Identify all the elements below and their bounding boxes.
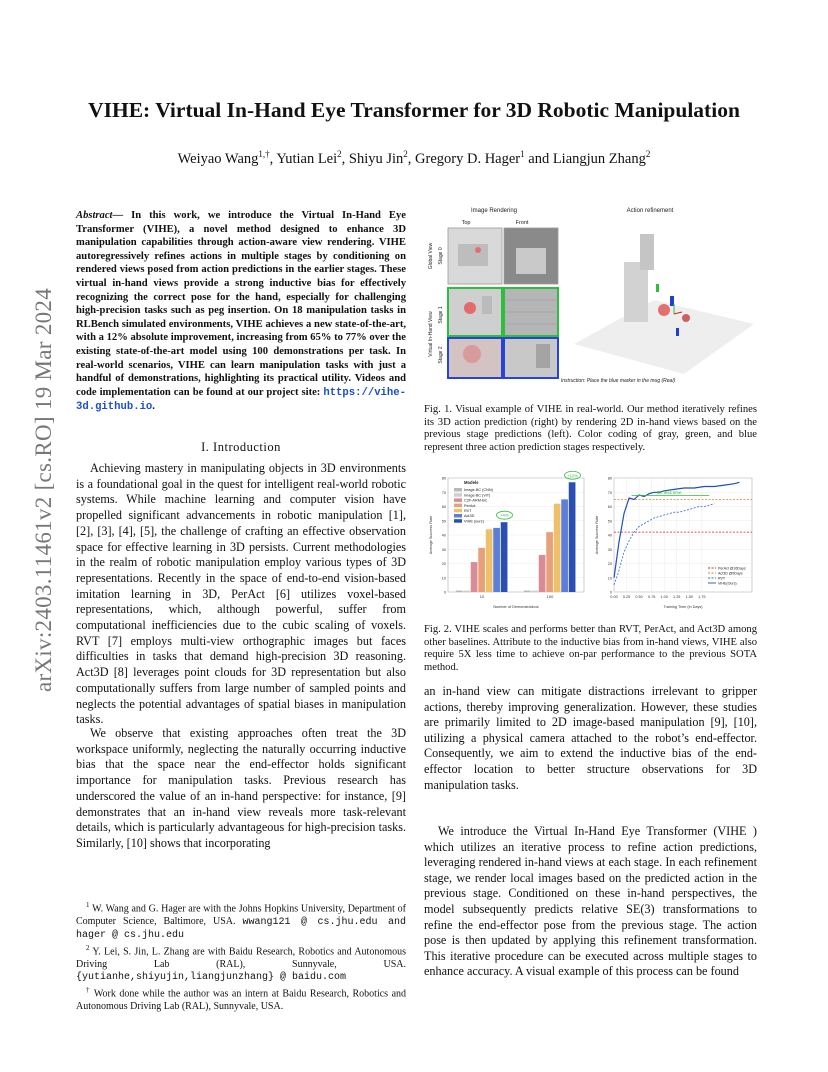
line-y-tick: 80: [607, 476, 612, 481]
line-y-label: Average Success Rate: [595, 515, 599, 555]
line-legend-entry: RVT: [718, 576, 726, 581]
figure-2-caption: [424, 624, 757, 674]
figure-1-caption: [424, 404, 757, 454]
bar-act3d: [561, 499, 568, 592]
figure-2b-line-chart: [590, 470, 758, 612]
paper-title: VIHE: Virtual In-Hand Eye Transformer for 3D Robotic Manipulation: [88, 98, 740, 122]
fig1-header-right: Action refinement: [626, 208, 674, 214]
right-paragraph-1: [424, 684, 757, 793]
line-y-tick: 30: [607, 547, 612, 552]
line-x-label: Training Time (in Days): [663, 605, 703, 609]
bar-rvt: [554, 504, 561, 592]
figure-1: [424, 204, 758, 396]
bar-legend-swatch: [454, 504, 462, 508]
bar-c2f-arm-bc: [539, 555, 546, 592]
right-paragraph-2: [424, 824, 757, 980]
footnote-3-text: Work done while the author was an intern at Baidu Research, Robotics and Autonomous Driving Lab (RAL), Sunnyvale, USA.: [76, 988, 407, 1013]
line-y-tick: 20: [607, 562, 612, 566]
author-name: Liangjun Zhang: [552, 150, 646, 167]
abstract-text: — In this work, we introduce the Virtual In-Hand Eye Transformer (VIHE), a novel method designed to enhance 3D manipulation capabilities through action-aware view rendering. VIHE autoregressively refines actions in multiple stages by conditioning on rendered views posed from action predictions in the earlier stages. These virtual in-hand views provide a strong inductive bias for effectively recognizing the correct pose for the hand, especially for challenging high-precision tasks such as peg insertion. On 18 manipulation tasks in RLBench simulated environments, VIHE achieves a new state-of-the-art, with a 12% absolute improvement, increasing from 65% to 77% over the existing state-of-the-art model using 100 demonstrations per task. In real-world scenarios, VIHE can learn manipulation tasks with just a handful of demonstrations, highlighting its practical utility. Videos and code implementation can be found at our project site:: [76, 210, 406, 398]
fig1-stage1: Stage 1: [438, 306, 444, 324]
bar-y-tick: 20: [441, 562, 446, 566]
author-affiliation-mark: 1: [520, 149, 525, 159]
fig1-header-left: Image Rendering: [470, 208, 518, 214]
footnote-2-email: {yutianhe,shiyujin,liangjunzhang} @ baidu.com: [76, 972, 347, 984]
bar-y-tick: 0: [443, 590, 446, 595]
line-legend: [708, 566, 746, 585]
author-name: Weiyao Wang: [177, 150, 259, 167]
line-y-tick: 10: [607, 576, 612, 581]
bar-legend-entry: Image-BC (ViT): [464, 493, 491, 498]
line-x-tick: 1.50: [685, 595, 693, 599]
bar-legend-entry: Act3D: [464, 514, 475, 519]
bar-x-tick: 100: [546, 594, 554, 599]
line-x-tick: 1.25: [673, 595, 681, 599]
bar-y-tick: 40: [441, 533, 446, 538]
bar-peract: [546, 532, 553, 592]
line-x-tick: 0.50: [635, 595, 643, 599]
line-y-tick: 40: [607, 533, 612, 538]
author-list: Weiyao Wang$^{1,\dagger}$, Yutian Lei$^2$, Shiyu Jin$^2$, Gregory D. Hager$^1$ and Liangjun Zhang$^2$: [177, 149, 651, 167]
line-x-tick: 0.75: [647, 595, 656, 599]
bar-legend-entry: RVT: [464, 509, 472, 513]
author-name: Yutian Lei: [276, 150, 338, 167]
bar-peract: [478, 548, 485, 592]
bar-y-tick: 70: [441, 490, 446, 495]
bar-c2f-arm-bc: [471, 562, 478, 592]
line-x-tick: 1.00: [660, 595, 668, 599]
bar-legend-swatch: [454, 498, 462, 502]
bar-legend-swatch: [454, 493, 462, 497]
footnote-3-mark: †: [86, 986, 91, 995]
bar-rvt: [486, 529, 493, 592]
line-y-tick: 0: [609, 590, 612, 595]
line-x-tick: 0.25: [622, 595, 631, 599]
bar-legend-swatch: [454, 509, 462, 513]
bar-legend-swatch: [454, 519, 462, 523]
section-heading: I. Introduction: [201, 440, 281, 454]
footnote-2-mark: 2: [86, 944, 90, 953]
fig1-stage0: Stage 0: [438, 247, 444, 265]
bar-legend-swatch: [454, 488, 462, 492]
line-x-tick: 0.00: [610, 595, 618, 599]
fig1-point-cloud: [574, 234, 754, 374]
bar-vihe-ours-: [501, 522, 508, 592]
fig1-stage2: Stage 2: [438, 346, 444, 364]
author-name: Gregory D. Hager: [415, 150, 521, 167]
bar-y-label: Average Success Rate: [429, 515, 433, 555]
bar-x-label: Number of Demonstrations: [493, 605, 539, 609]
bar-gain-label: +4%: [500, 512, 509, 518]
footnote-2-text: Y. Lei, S. Jin, L. Zhang are with Baidu Research, Robotics and Autonomous Driving Lab (RAL), Sunnyvale, USA.: [76, 946, 406, 970]
line-y-tick: 60: [607, 505, 612, 509]
arxiv-sidebar: [14, 280, 74, 700]
bar-chart-svg: [424, 470, 590, 612]
bar-vihe-ours-: [569, 482, 576, 592]
line-annotation-label: 5X less time: [656, 489, 682, 495]
bar-act3d: [493, 528, 500, 592]
abstract: Abstract— In this work, we introduce the Virtual In-Hand Eye Transformer (VIHE), a novel method designed to enhance 3D manipulation capabilities through action-aware view rendering. VIHE autoregressively refines actions in multiple stages by conditioning on rendered views posed from action predictions in the earlier stages. These virtual in-hand views provide a strong inductive bias for effectively recognizing the correct pose for the hand, especially for challenging high-precision tasks such as peg insertion. On 18 manipulation tasks in RLBench simulated environments, VIHE achieves a new state-of-the-art, with a 12% absolute improvement, increasing from 65% to 77% over the existing state-of-the-art model using 100 demonstrations per task. In real-world scenarios, VIHE can learn manipulation tasks with just a handful of demonstrations, highlighting its practical utility. Videos and code implementation can be found at our project site: https://vihe-3d.github.io.: [76, 210, 406, 414]
bar-image-bc-vit-: [531, 591, 538, 592]
bar-legend-entry: C2F-ARM-BC: [464, 498, 488, 503]
footnote-1-text: W. Wang and G. Hager are with the Johns Hopkins University, Department of Computer Science, Baltimore, USA.: [76, 903, 406, 927]
bar-legend-entry: PerAct: [464, 503, 476, 508]
figure-1-graphic: [424, 204, 758, 396]
author-affiliation-mark: 2: [645, 149, 651, 159]
line-y-tick: 50: [607, 519, 612, 524]
line-legend-entry: Act3D @5Days: [718, 571, 743, 576]
project-link[interactable]: https://vihe-3d.github.io: [76, 386, 406, 414]
bar-legend: [454, 480, 494, 523]
bar-y-tick: 30: [441, 547, 446, 552]
bar-legend-title: Models: [464, 480, 479, 485]
intro-p2-text: We observe that existing approaches often treat the 3D workspace uniformly, neglecting the naturally occurring inductive bias that the space near the end-effector holds significant importance for manipulation tasks. Previous research has underscored the value of an in-hand perspective: for instance, [9] demonstrates that an in-hand view reveals more task-relevant details, which is particularly advantageous for high-precision tasks. Similarly, [10] shows that incorporating: [76, 726, 406, 850]
fig1-instruction: Instruction: Place the blue marker in the mug (Real): [560, 378, 676, 384]
bar-gain-label: +12%: [567, 472, 578, 478]
author-affiliation-mark: 2: [403, 149, 408, 159]
fig1-col-front: Front: [515, 220, 529, 226]
abstract-label: Abstract: [76, 210, 113, 221]
bar-y-tick: 60: [441, 505, 446, 509]
footnotes: [76, 899, 406, 1013]
right-p2-text: We introduce the Virtual In-Hand Eye Transformer (VIHE ) which utilizes an iterative process to refine action predictions, leveraging rendered in-hand views at each stage. In each refinement stage, we render local images based on the predicted action in the previous stage. Conditioned on these in-hand perspectives, the model subsequently predicts relative SE(3) transformations to refine the end-effector pose from the previous stage. The action pose is then updated by applying this refinement transformation. This iterative procedure can be executed across multiple stages to enhance accuracy. A visual example of this process can be found: [424, 824, 757, 979]
bar-y-tick: 80: [441, 476, 446, 481]
bar-image-bc-cnn-: [456, 591, 463, 592]
bar-legend-entry: Image-BC (CNN): [464, 488, 493, 493]
fig1-stage1-top: [448, 288, 502, 336]
arxiv-id: arXiv:2403.11461v2 [cs.RO] 19 Mar 2024: [31, 287, 56, 693]
line-x-tick: 1.75: [698, 595, 706, 599]
intro-paragraph-1: [76, 461, 406, 728]
line-legend-entry: VIHE(Ours): [718, 581, 737, 586]
fig1-label-global: Global View: [428, 242, 434, 270]
line-chart-svg: [590, 470, 758, 612]
bar-y-tick: 10: [441, 576, 446, 581]
footnote-1-email: wwang121 @ cs.jhu.edu and hager @ cs.jhu.edu: [76, 916, 406, 941]
line-y-tick: 70: [607, 490, 612, 495]
intro-p1-text: Achieving mastery in manipulating objects in 3D environments is a foundational goal in the quest for intelligent real-world robotic systems. While machine learning and computer vision have propelled significant advancements in robotic manipulation [1], [2], [3], [4], [5], the challenge of crafting an effective observation space for effective learning in 3D persists. Current methodologies in the realm of robotic manipulation employ various types of 3D representations. Recently in the space of end-to-end vision-based imitation learning in 3D, PerAct [6] utilizes voxel-based representations, which, although powerful, suffer from computational inefficiencies due to the cubic scaling of voxels. RVT [7] employs multi-view orthographic images but faces difficulties in tasks that demand high-precision 3D reasoning. Act3D [8] leverages point clouds for 3D representation but also computationally suffers from large number of sampled points and neglects the potential advantages of spatial biases in manipulation tasks.: [76, 461, 406, 727]
bar-image-bc-cnn-: [524, 591, 531, 592]
footnote-1-mark: 1: [86, 901, 90, 909]
author-affiliation-mark: 2: [337, 149, 342, 159]
fig1-col-top: Top: [461, 220, 471, 226]
bar-y-tick: 50: [441, 519, 446, 524]
fig1-caption-text: Fig. 1. Visual example of VIHE in real-world. Our method iteratively refines its 3D action prediction (right) by rendering 2D in-hand views based on the previous stage predictions (left). Color coding of gray, green, and blue represent three action prediction stages respectively.: [424, 404, 757, 453]
bar-legend-swatch: [454, 514, 462, 518]
line-legend-entry: PerAct @16Days: [718, 566, 746, 571]
fig2-caption-text: Fig. 2. VIHE scales and performs better than RVT, PerAct, and Act3D among other baselines. Attribute to the inductive bias from in-hand views, VIHE also require 5X less time to achieve on-par performance to the previous SOTA method.: [424, 624, 757, 673]
intro-paragraph-2: [76, 726, 406, 852]
figure-2a-bar-chart: [424, 470, 590, 612]
fig1-label-inhand: Virtual In-Hand View: [428, 311, 434, 357]
bar-legend-entry: VIHE (ours): [464, 519, 484, 524]
bar-image-bc-vit-: [463, 591, 470, 592]
bar-x-tick: 10: [479, 594, 485, 599]
author-affiliation-mark: 1,†: [258, 149, 270, 159]
right-p1-text: an in-hand view can mitigate distractions irrelevant to gripper actions, thereby improving generalization. However, these studies are primarily limited to 2D image-based manipulation [9], [10], utilizing a physical camera attached to the robot’s end-effector. Consequently, we aim to extend the inductive bias of the end-effector location to better structure observations for 3D manipulation tasks.: [424, 684, 757, 792]
author-name: Shiyu Jin: [348, 150, 404, 167]
